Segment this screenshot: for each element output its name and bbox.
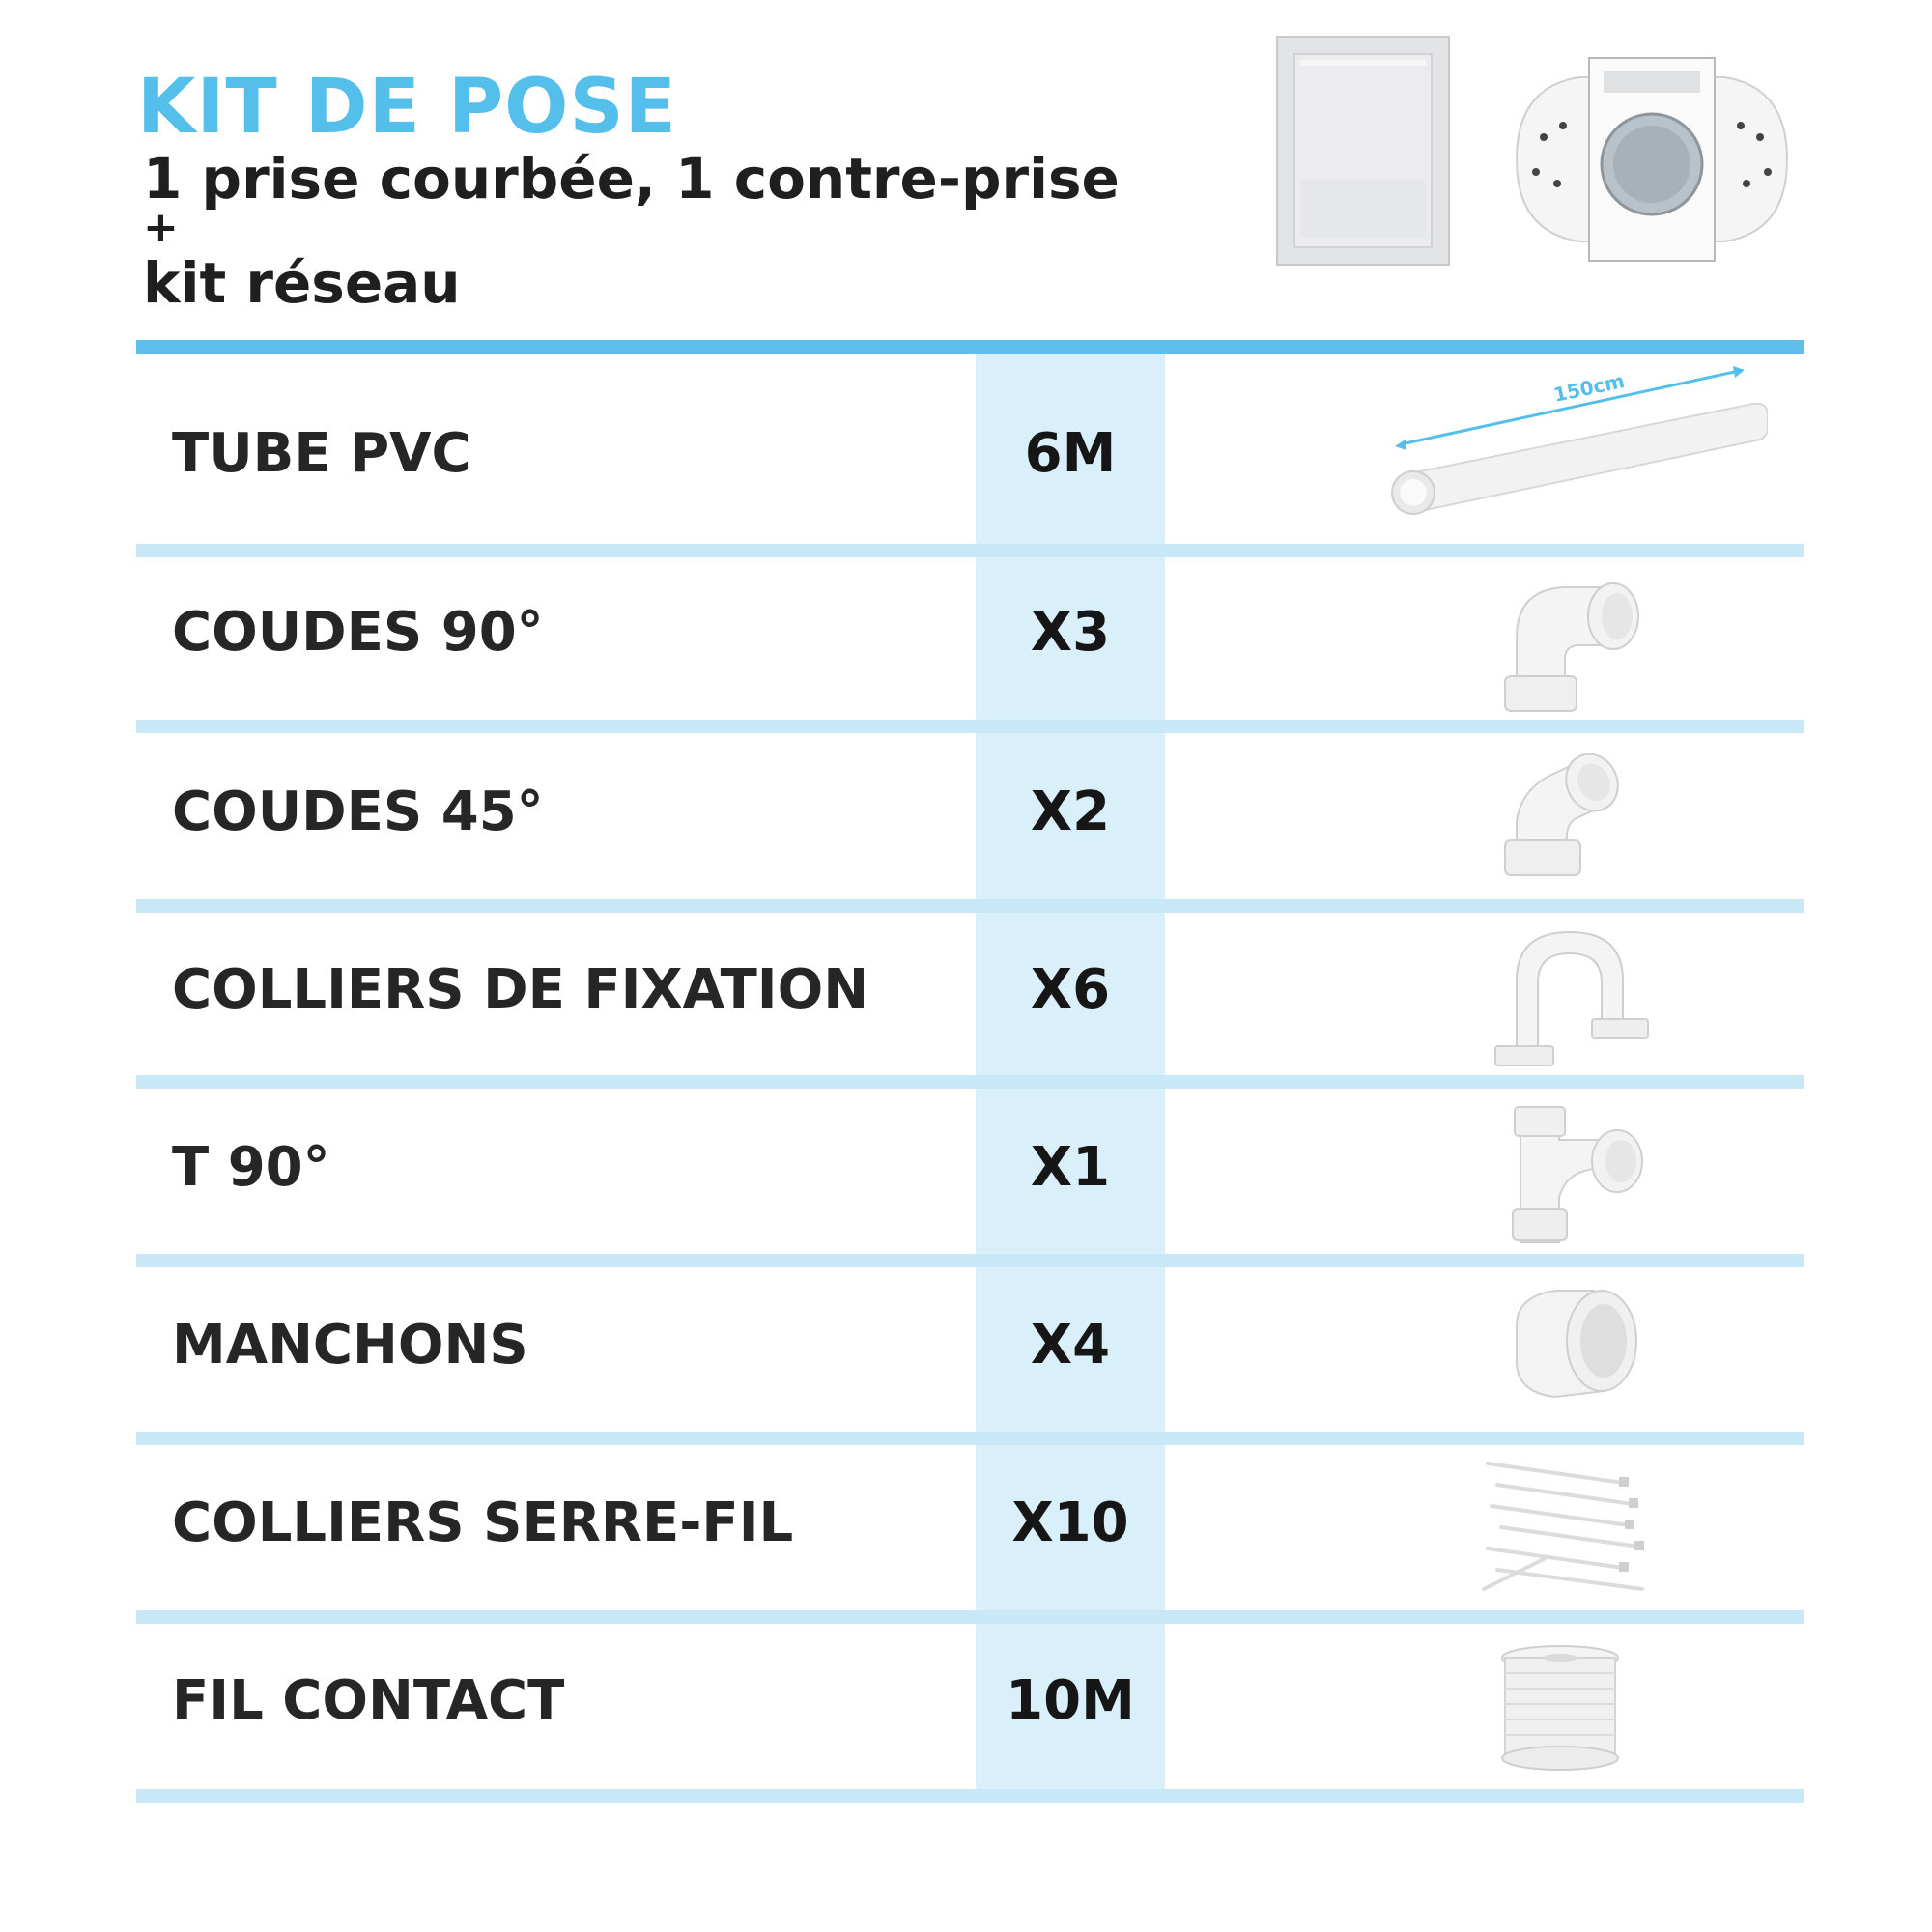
- elbow-90-icon: [1488, 570, 1652, 715]
- pipe-clamp-icon: [1488, 923, 1652, 1077]
- item-label: COUDES 90°: [172, 601, 544, 664]
- cable-ties-icon: [1478, 1454, 1652, 1599]
- item-label: FIL CONTACT: [172, 1669, 565, 1732]
- subtitle-line-1: 1 prise courbée, 1 contre-prise: [143, 146, 1120, 212]
- back-box-icon: [1497, 48, 1806, 270]
- item-quantity: X6: [1030, 958, 1111, 1021]
- item-label: TUBE PVC: [172, 422, 471, 485]
- item-label: COLLIERS SERRE-FIL: [172, 1492, 794, 1554]
- item-quantity: X1: [1030, 1136, 1111, 1199]
- row-separator: [136, 544, 1804, 557]
- item-label: COLLIERS DE FIXATION: [172, 958, 869, 1021]
- item-quantity: X3: [1030, 601, 1111, 664]
- wall-inlet-plate-icon: [1275, 35, 1451, 267]
- tube-length-label: 150cm: [1551, 368, 1627, 407]
- row-separator: [136, 1610, 1804, 1624]
- item-quantity: X4: [1030, 1314, 1111, 1377]
- item-label: T 90°: [172, 1136, 330, 1199]
- row-separator: [136, 1432, 1804, 1445]
- item-quantity: 6M: [1024, 422, 1117, 485]
- item-label: COUDES 45°: [172, 781, 544, 843]
- item-quantity: X2: [1030, 781, 1111, 843]
- subtitle-line-2: kit réseau: [143, 250, 461, 316]
- row-separator: [136, 1254, 1804, 1267]
- item-quantity: 10M: [1006, 1669, 1135, 1732]
- item-label: MANCHONS: [172, 1314, 528, 1377]
- elbow-45-icon: [1488, 744, 1633, 879]
- wire-spool-icon: [1497, 1640, 1623, 1776]
- subtitle-plus: +: [143, 203, 179, 252]
- coupling-sleeve-icon: [1497, 1277, 1642, 1412]
- page-title: KIT DE POSE: [137, 64, 677, 151]
- row-separator: [136, 720, 1804, 733]
- tee-90-icon: [1497, 1101, 1652, 1246]
- table-top-rule: [136, 340, 1804, 354]
- row-separator: [136, 899, 1804, 913]
- row-separator: [136, 1075, 1804, 1089]
- row-separator: [136, 1789, 1804, 1803]
- item-quantity: X10: [1011, 1492, 1129, 1554]
- pvc-tube-icon: [1372, 365, 1768, 529]
